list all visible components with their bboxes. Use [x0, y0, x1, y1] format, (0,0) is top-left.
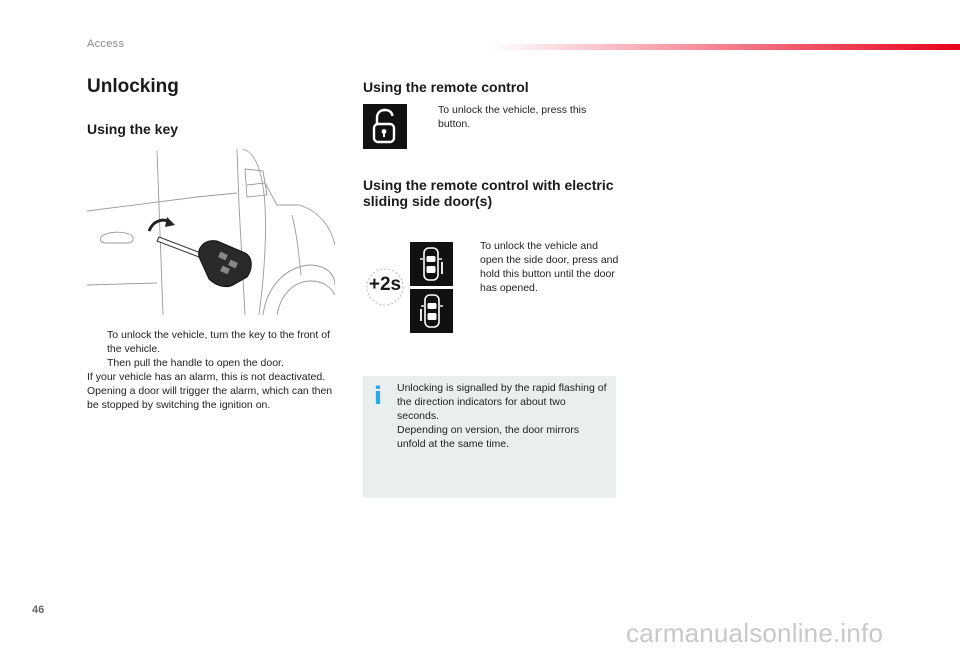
hold-two-seconds-icon: +2s [361, 265, 409, 309]
sliding-door-left-icon [410, 242, 453, 286]
key-section-heading: Using the key [87, 121, 179, 137]
page-title: Unlocking [87, 76, 179, 97]
info-icon: i [373, 382, 383, 410]
info-text: Unlocking is signalled by the rapid flashing of the direction indicators for about two seconds. Depending on version, the door mirrors unfold at the same time. [397, 382, 607, 450]
header-accent-line [490, 44, 960, 50]
key-instructions [87, 328, 337, 412]
page-number: 46 [32, 604, 45, 616]
sliding-section-heading: Using the remote control with electric sliding side door(s) [363, 177, 614, 209]
section-label: Access [87, 38, 125, 50]
remote-bullet: To unlock the vehicle, press this button. [438, 104, 587, 130]
sliding-door-right-icon [410, 289, 453, 333]
key-bullet-2: Then pull the handle to open the door. [107, 357, 284, 369]
car-door-key-illustration [87, 145, 335, 317]
sliding-bullet: To unlock the vehicle and open the side door, press and hold this button until the door has opened. [480, 240, 619, 294]
unlock-padlock-icon [363, 104, 407, 149]
watermark: carmanualsonline.info [626, 618, 884, 648]
remote-section-heading: Using the remote control [363, 79, 529, 95]
info-box [363, 376, 616, 498]
key-bullet-1: To unlock the vehicle, turn the key to the front of the vehicle. [107, 329, 330, 355]
alarm-note: If your vehicle has an alarm, this is not deactivated. Opening a door will trigger the alarm, which can then be stopped by switching the ignition on. [87, 371, 333, 411]
